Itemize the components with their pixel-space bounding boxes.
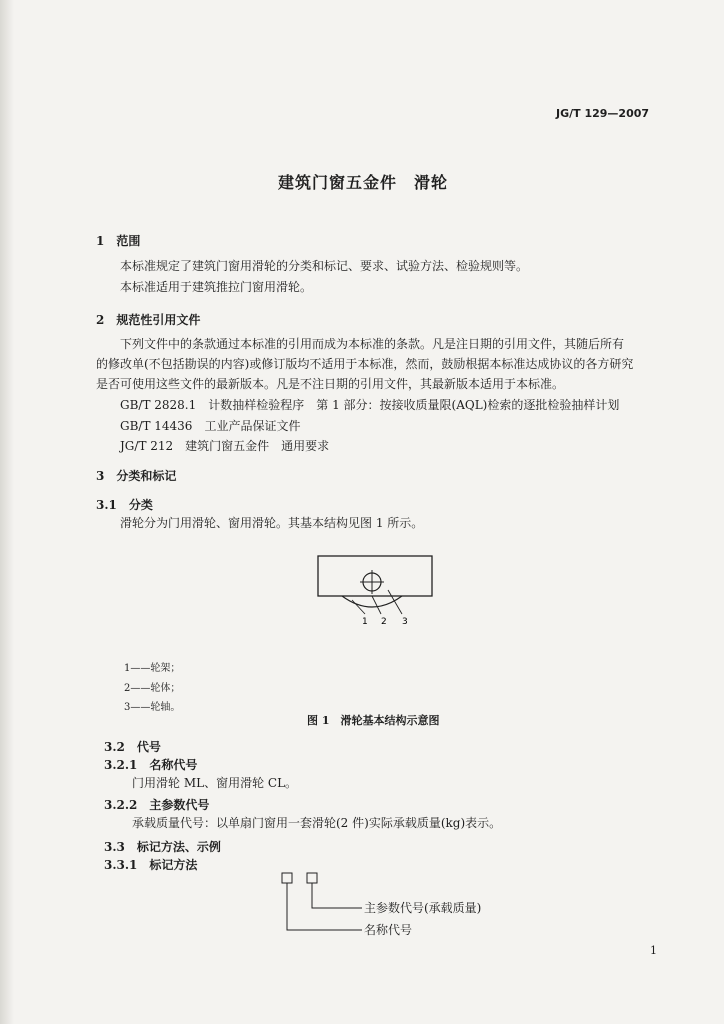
section-3-2-1-para: 门用滑轮 ML、窗用滑轮 CL。	[132, 776, 298, 790]
section-3-2-2-para: 承载质量代号：以单扇门窗用一套滑轮(2 件)实际承载质量(kg)表示。	[132, 816, 502, 830]
callout-label-2: 2	[381, 617, 387, 627]
name-code-label: 名称代号	[364, 923, 413, 937]
section-2-para-line-1: 下列文件中的条款通过本标准的引用而成为本标准的条款。凡是注日期的引用文件，其随后所有	[120, 337, 625, 351]
section-3-3-heading: 3.3 标记方法、示例	[104, 840, 221, 854]
section-3-2-1-heading: 3.2.1 名称代号	[104, 758, 198, 772]
reference-item: JG/T 212 建筑门窗五金件 通用要求	[120, 439, 330, 453]
figure-legend-item: 3——轮轴。	[124, 702, 181, 713]
section-2-para-line-3: 是否可使用这些文件的最新版本。凡是不注日期的引用文件，其最新版本适用于本标准。	[96, 377, 565, 391]
reference-item: GB/T 2828.1 计数抽样检验程序 第 1 部分：按接收质量限(AQL)检索的逐批检验抽样计划	[120, 398, 620, 412]
section-1-para-2: 本标准适用于建筑推拉门窗用滑轮。	[120, 280, 313, 294]
section-3-1-para: 滑轮分为门用滑轮、窗用滑轮。其基本结构见图 1 所示。	[120, 516, 424, 530]
section-2-para-line-2: 的修改单(不包括勘误的内容)或修订版均不适用于本标准，然而，鼓励根据本标准达成协议的各方研究	[96, 357, 634, 371]
callout-label-3: 3	[402, 617, 408, 627]
figure-caption: 图 1 滑轮基本结构示意图	[307, 714, 440, 727]
name-leader-line	[287, 883, 362, 930]
section-1-para-1: 本标准规定了建筑门窗用滑轮的分类和标记、要求、试验方法、检验规则等。	[120, 259, 529, 273]
page-number: 1	[650, 944, 657, 957]
document-title: 建筑门窗五金件 滑轮	[278, 173, 449, 192]
section-3-2-2-heading: 3.2.2 主参数代号	[104, 798, 210, 812]
section-1-heading: 1 范围	[96, 234, 141, 248]
section-2-heading: 2 规范性引用文件	[96, 313, 201, 327]
figure-legend-item: 2——轮体；	[124, 683, 181, 694]
section-3-2-heading: 3.2 代号	[104, 740, 161, 754]
callout-label-1: 1	[362, 617, 368, 627]
section-3-1-heading: 3.1 分类	[96, 498, 153, 512]
figure-legend-item: 1——轮架；	[124, 663, 181, 674]
section-3-heading: 3 分类和标记	[96, 469, 177, 483]
name-code-box	[282, 873, 292, 883]
main-param-code-label: 主参数代号(承载质量)	[364, 901, 482, 915]
param-code-box	[307, 873, 317, 883]
reference-item: GB/T 14436 工业产品保证文件	[120, 419, 301, 433]
param-leader-line	[312, 883, 362, 908]
section-3-3-1-heading: 3.3.1 标记方法	[104, 858, 198, 872]
standard-code: JG/T 129—2007	[556, 107, 650, 120]
